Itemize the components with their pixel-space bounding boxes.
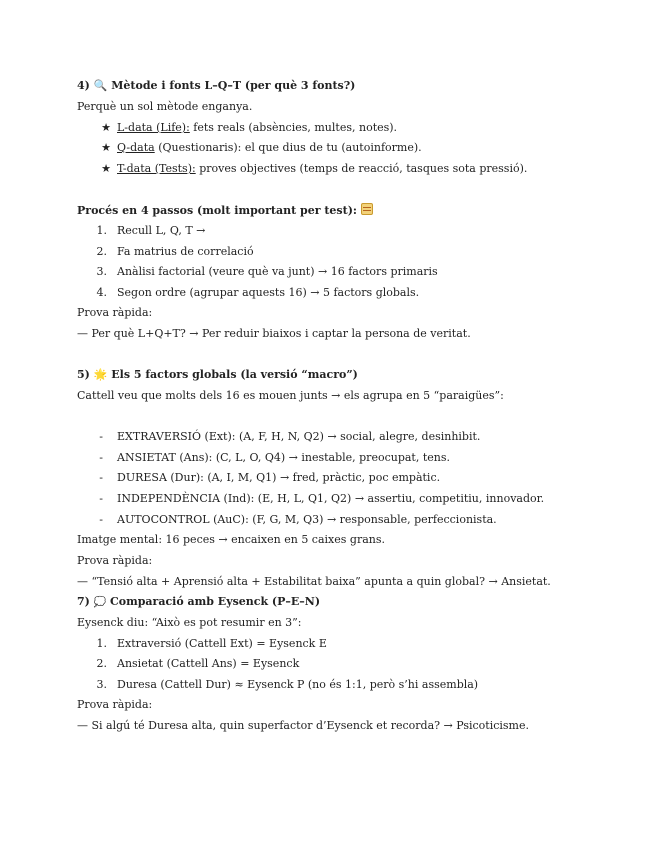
section-7-intro: Eysenck diu: “Això es pot resumir en 3”: [77,616,302,629]
section-number: 4) [77,79,90,92]
section-4-intro: Perquè un sol mètode enganya. [77,100,253,113]
source-label: Q-data [117,141,155,154]
source-label: L-data (Life): [117,121,190,134]
quiz-label: Prova ràpida: [77,554,153,567]
factor-text: DURESA (Dur): (A, I, M, Q1) → fred, pràctic, poc empàtic. [117,471,441,484]
section-title: Mètode i fonts L–Q–T (per què 3 fonts?) [111,79,356,92]
magnifier-icon: 🔍 [93,79,108,92]
factor-text: EXTRAVERSIÓ (Ext): (A, F, H, N, Q2) → social, alegre, desinhibit. [117,430,481,443]
star-bullet-icon: ★ [101,162,111,175]
source-text: fets reals (absències, multes, notes). [189,121,398,134]
step-number: 2. [96,245,107,258]
star-bullet-icon: ★ [101,121,111,134]
quiz-label: Prova ràpida: [77,698,153,711]
section-5-heading [77,368,358,382]
quiz-question: — “Tensió alta + Aprensió alta + Estabilitat baixa” apunta a quin global? → Ansietat. [77,575,551,588]
quiz-question: — Si algú té Duresa alta, quin superfactor d’Eysenck et recorda? → Psicoticisme. [77,719,529,732]
item-text: Ansietat (Cattell Ans) = Eysenck [117,657,300,670]
process-heading [77,203,373,218]
dash-bullet: - [99,430,103,443]
factor-text: INDEPENDÈNCIA (Ind): (E, H, L, Q1, Q2) → assertiu, competitiu, innovador. [117,492,545,505]
source-text: proves objectives (temps de reacció, tasques sota pressió). [195,162,528,175]
section-number: 7) [77,595,90,608]
step-number: 1. [96,224,107,237]
dash-bullet: - [99,451,103,464]
thought-bubble-icon: 💭 [93,597,107,608]
step-number: 4. [96,286,107,299]
star-bullet-icon: ★ [101,141,111,154]
factor-text: AUTOCONTROL (AuC): (F, G, M, Q3) → responsable, perfeccionista. [117,513,497,526]
dash-bullet: - [99,471,103,484]
glowing-star-icon: 🌟 [93,368,108,381]
mental-image: Imatge mental: 16 peces → encaixen en 5 caixes grans. [77,533,385,546]
item-text: Duresa (Cattell Dur) ≈ Eysenck P (no és 1:1, però s’hi assembla) [117,678,479,691]
abacus-icon [361,203,373,215]
step-number: 3. [96,265,107,278]
step-text: Segon ordre (agrupar aquests 16) → 5 factors globals. [117,286,420,299]
source-label: T-data (Tests): [117,162,196,175]
section-title: Els 5 factors globals (la versió “macro”) [111,368,358,381]
section-5-intro: Cattell veu que molts dels 16 es mouen junts → els agrupa en 5 “paraigües”: [77,389,504,402]
step-text: Fa matrius de correlació [117,245,254,258]
dash-bullet: - [99,513,103,526]
item-text: Extraversió (Cattell Ext) = Eysenck E [117,637,327,650]
step-text: Anàlisi factorial (veure què va junt) → 16 factors primaris [117,265,438,278]
process-title: Procés en 4 passos (molt important per test): [77,204,357,217]
source-text: (Questionaris): el que dius de tu (autoinforme). [154,141,422,154]
item-number: 3. [96,678,107,691]
section-4-heading [77,79,355,93]
item-number: 2. [96,657,107,670]
factor-text: ANSIETAT (Ans): (C, L, O, Q4) → inestable, preocupat, tens. [117,451,450,464]
section-title: Comparació amb Eysenck (P–E–N) [110,595,321,608]
section-number: 5) [77,368,90,381]
quiz-question: — Per què L+Q+T? → Per reduir biaixos i captar la persona de veritat. [77,327,471,340]
section-7-heading [77,595,320,610]
dash-bullet: - [99,492,103,505]
quiz-label: Prova ràpida: [77,306,153,319]
step-text: Recull L, Q, T → [117,224,206,237]
item-number: 1. [96,637,107,650]
